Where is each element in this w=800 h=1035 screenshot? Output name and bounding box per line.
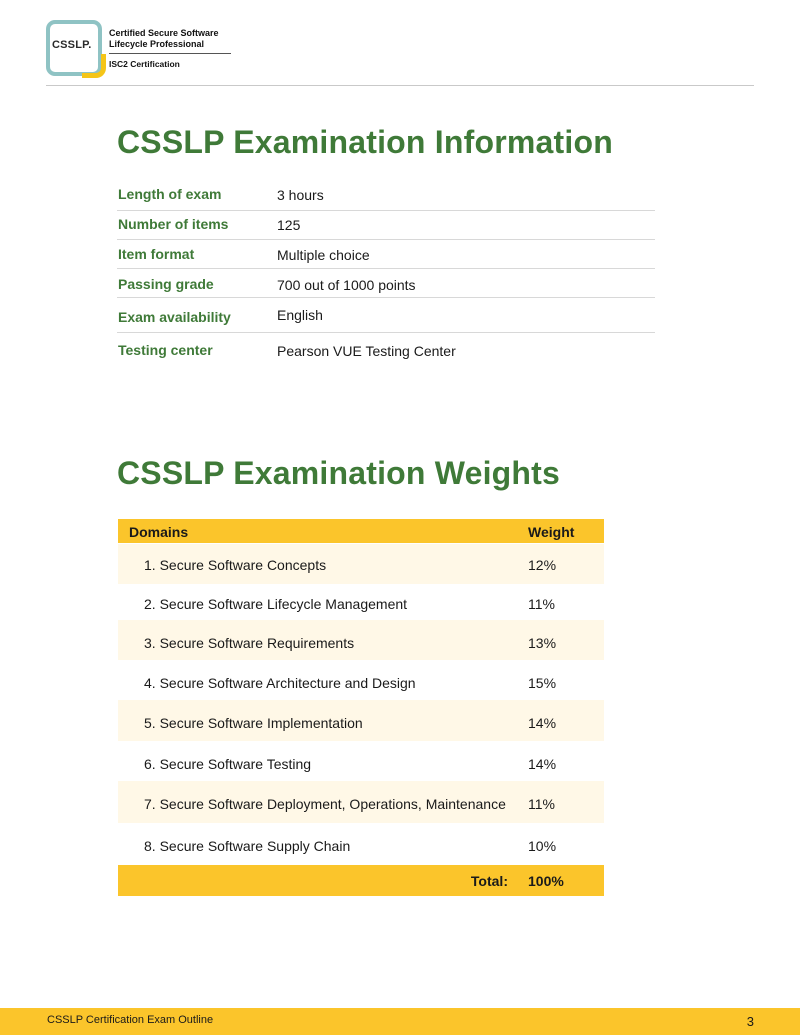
column-header-domains: Domains [129,524,189,540]
domain-name: 2. Secure Software Lifecycle Management [144,596,408,612]
table-row [118,620,604,660]
certification-title [109,28,249,49]
row-divider [117,332,655,333]
logo-text: CSSLP. [52,39,92,51]
domain-weight: 14% [528,756,557,772]
weights-total-row [118,865,604,896]
page-number: 3 [746,1014,754,1029]
info-label: Item format [118,246,195,262]
domain-weight: 15% [528,675,557,691]
domain-weight: 13% [528,635,557,651]
domain-weight: 14% [528,715,557,731]
table-row [118,544,604,584]
info-value: 3 hours [277,187,324,203]
row-divider [117,210,655,211]
weights-table-header [118,519,604,543]
certification-divider [109,53,231,54]
certification-title-line1: Certified Secure Software [109,28,219,38]
info-label: Testing center [118,342,213,358]
domain-weight: 11% [528,596,555,612]
exam-weights-heading: CSSLP Examination Weights [117,455,561,491]
csslp-logo [46,20,104,76]
domain-name: 4. Secure Software Architecture and Design [144,675,416,691]
info-label: Passing grade [118,276,214,292]
table-row [118,823,604,865]
total-value: 100% [528,873,564,889]
domain-name: 6. Secure Software Testing [144,756,312,772]
table-row [118,584,604,620]
info-label: Length of exam [118,186,222,202]
table-row [118,741,604,781]
table-row [118,700,604,741]
info-value: Multiple choice [277,247,370,263]
certification-title-line2: Lifecycle Professional [109,38,205,49]
column-header-weight: Weight [528,524,575,540]
info-value: 700 out of 1000 points [277,277,416,293]
certification-subtitle: ISC2 Certification [109,59,180,69]
info-value: English [277,307,323,323]
domain-name: 3. Secure Software Requirements [144,635,355,651]
domain-name: 1. Secure Software Concepts [144,557,327,573]
logo-accent [82,54,106,78]
domain-name: 5. Secure Software Implementation [144,715,363,731]
info-label: Exam availability [118,309,231,325]
info-value: Pearson VUE Testing Center [277,343,456,359]
footer-title: CSSLP Certification Exam Outline [47,1014,214,1026]
row-divider [117,268,655,269]
total-label: Total: [470,873,508,889]
page-footer [0,1008,800,1035]
exam-info-heading: CSSLP Examination Information [117,124,613,160]
info-label: Number of items [118,216,229,232]
domain-weight: 10% [528,838,557,854]
info-value: 125 [277,217,301,233]
domain-weight: 11% [528,796,555,812]
row-divider [117,297,655,298]
table-row [118,660,604,700]
page-header [46,20,754,86]
row-divider [117,239,655,240]
domain-name: 7. Secure Software Deployment, Operations, Maintenance [144,796,506,812]
domain-weight: 12% [528,557,557,573]
domain-name: 8. Secure Software Supply Chain [144,838,351,854]
table-row [118,781,604,823]
